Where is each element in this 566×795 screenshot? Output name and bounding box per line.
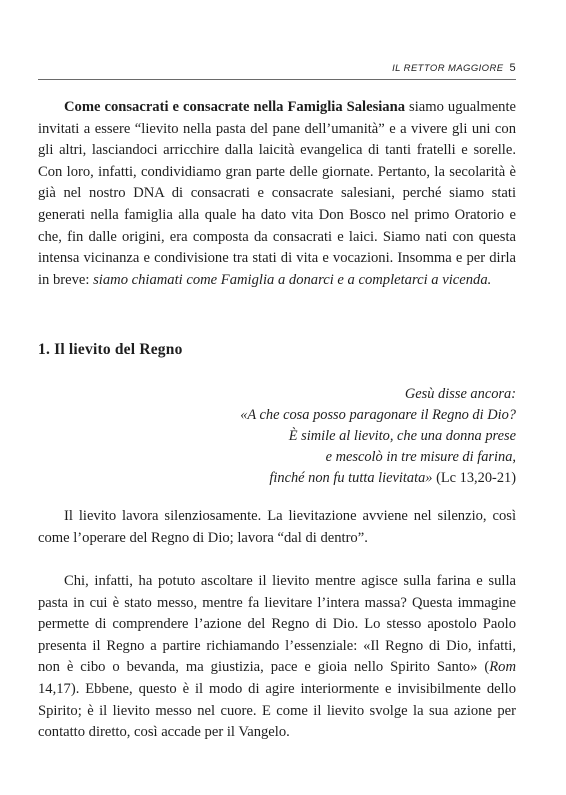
bold-lead-phrase: Come consacrati e consacrate nella Famiglia Salesiana: [64, 99, 406, 115]
paragraph-silence: Il lievito lavora silenziosamente. La lievitazione avviene nel silenzio, così come l’operare del Regno di Dio; lavora “dal di dentro”.: [38, 508, 516, 546]
epigraph-line-3: È simile al lievito, che una donna prese: [288, 428, 516, 444]
epigraph-quote: [96, 384, 516, 489]
epigraph-line-4: e mescolò in tre misure di farina,: [325, 449, 516, 465]
intro-italic-conclusion: siamo chiamati come Famiglia a donarci e a completarci a vicenda.: [93, 271, 492, 288]
kingdom-text-a: Chi, infatti, ha potuto ascoltare il lievito mentre agisce sulla farina e sulla pasta in cui è stato messo, mentre fa lievitare l’intera massa? Questa immagine permette di comprendere l’azione del Regno di Dio. Lo stesso apostolo Paolo presenta il Regno a partire richiamando l’essenziale: «Il Regno di Dio, infatti, non è cibo o bevanda, ma giustizia, pace e gioia nello Spirito Santo» (: [38, 573, 516, 676]
epigraph-line-5: [96, 468, 516, 489]
running-header: [38, 62, 516, 80]
kingdom-text-b: 14,17). Ebbene, questo è il modo di agire interiormente e invisibilmente dello Spirito; è il lievito messo nel cuore. E come il lievito svolge la sua azione per contatto diretto, così accade per il Vangelo.: [38, 680, 516, 741]
section-heading: 1. Il lievito del Regno: [38, 341, 183, 358]
page-number: 5: [509, 62, 516, 74]
paragraph-kingdom: [38, 571, 516, 744]
rom-citation: Rom: [489, 659, 516, 676]
paragraph-intro: [38, 97, 516, 291]
epigraph-line-1: Gesù disse ancora:: [404, 386, 516, 402]
epigraph-reference: (Lc 13,20-21): [436, 470, 516, 486]
running-title: IL RETTOR MAGGIORE: [392, 63, 504, 74]
intro-text: siamo ugualmente invitati a essere “lievito nella pasta del pane dell’umanità” e a vivere gli uni con gli altri, lasciandoci arricchire dalla laicità evangelica di tanti fratelli e sorelle. Con loro, infatti, condividiamo gran parte delle giornate. Pertanto, la secolarità è già nel nostro DNA di consacrati e consacrate salesiani, perché siamo stati generati nella famiglia alla quale ha dato vita Don Bosco nel primo Oratorio e che, fin dalle origini, era composta da consacrati e laici. Siamo nati con questa intensa vicinanza e condivisione tra stati di vita e vocazioni. Insomma e per dirla in breve:: [38, 99, 516, 288]
epigraph-line-5-text: finché non fu tutta lievitata»: [269, 470, 433, 486]
epigraph-line-2: «A che cosa posso paragonare il Regno di Dio?: [240, 407, 516, 423]
